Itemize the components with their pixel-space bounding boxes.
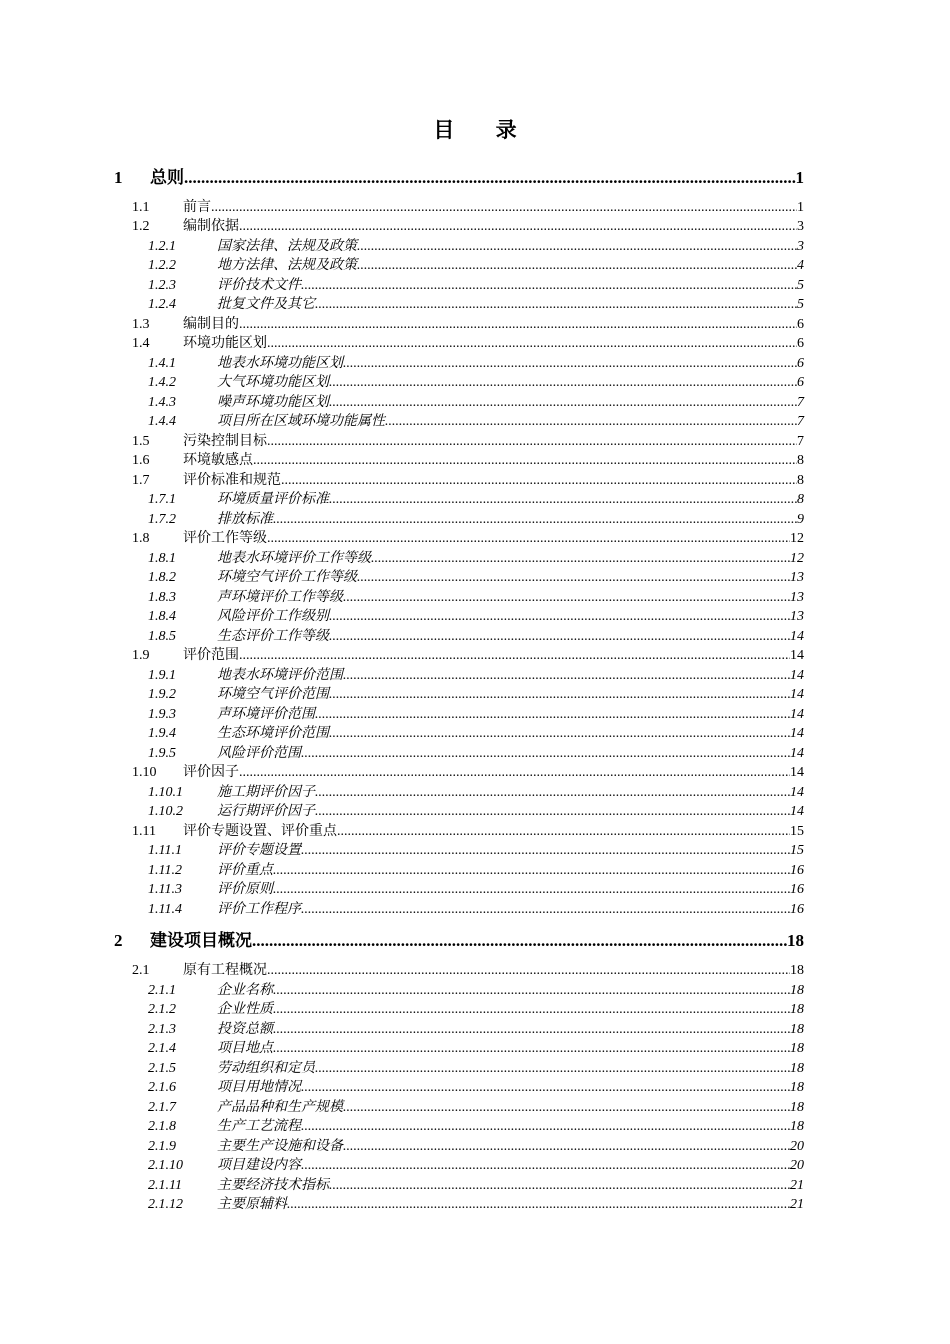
toc-entry-page-number: 8 (797, 453, 804, 468)
toc-entry-page-number: 15 (790, 824, 804, 839)
toc-entry-page-number: 20 (790, 1139, 804, 1154)
toc-entry-level-1[interactable] (114, 926, 804, 950)
toc-dot-leader (301, 746, 790, 762)
toc-entry-label: 评价专题设置、评价重点 (183, 824, 337, 839)
toc-entry-label: 项目建设内容 (217, 1158, 301, 1173)
toc-entry-label: 环境功能区划 (183, 336, 267, 351)
toc-entry-level-3[interactable] (148, 683, 804, 703)
toc-entry-level-1[interactable] (114, 163, 804, 187)
toc-entry-label: 评价工作等级 (183, 531, 267, 546)
toc-entry-number: 1 (114, 168, 123, 187)
toc-entry-level-2[interactable] (132, 527, 804, 547)
toc-dot-leader (343, 668, 790, 684)
toc-entry-number: 2.1.7 (148, 1100, 176, 1115)
toc-entry-number: 2.1.4 (148, 1041, 176, 1056)
toc-entry-level-3[interactable] (148, 1076, 804, 1096)
toc-entry-level-3[interactable] (148, 1115, 804, 1135)
toc-entry-page-number: 8 (797, 492, 804, 507)
toc-entry-label: 产品品种和生产规模 (217, 1100, 343, 1115)
toc-entry-label: 声环境评价范围 (217, 707, 315, 722)
toc-entry-page-number: 14 (790, 746, 804, 761)
toc-dot-leader (315, 804, 790, 820)
toc-entry-number: 1.7 (132, 473, 150, 488)
toc-entry-page-number: 14 (790, 648, 804, 663)
toc-entry-label: 企业性质 (217, 1002, 273, 1017)
toc-entry-number: 2.1.6 (148, 1080, 176, 1095)
page-title: 目 录 (433, 118, 535, 142)
toc-entry-label: 评价因子 (183, 765, 239, 780)
toc-entry-label: 地方法律、法规及政策 (217, 258, 357, 273)
toc-entry-level-3[interactable] (148, 898, 804, 918)
toc-entry-level-3[interactable] (148, 878, 804, 898)
toc-entry-page-number: 18 (790, 1100, 804, 1115)
toc-entry-label: 生态评价工作等级 (217, 629, 329, 644)
toc-entry-label: 项目地点 (217, 1041, 273, 1056)
toc-entry-number: 2.1.9 (148, 1139, 176, 1154)
toc-entry-label: 地表水环境功能区划 (217, 356, 343, 371)
toc-entry-page-number: 12 (790, 531, 804, 546)
toc-entry-label: 风险评价工作级别 (217, 609, 329, 624)
toc-dot-leader (329, 1178, 790, 1194)
toc-entry-level-2[interactable] (132, 469, 804, 489)
toc-entry-page-number: 20 (790, 1158, 804, 1173)
toc-entry-number: 2.1.11 (148, 1178, 182, 1193)
toc-entry-label: 环境质量评价标准 (217, 492, 329, 507)
toc-entry-page-number: 21 (790, 1197, 804, 1212)
toc-entry-page-number: 18 (790, 1002, 804, 1017)
toc-dot-leader (329, 629, 790, 645)
toc-entry-number: 1.10 (132, 765, 157, 780)
toc-entry-number: 1.3 (132, 317, 150, 332)
toc-entry-number: 1.8 (132, 531, 150, 546)
toc-entry-level-3[interactable] (148, 488, 804, 508)
toc-entry-page-number: 16 (790, 902, 804, 917)
toc-entry-number: 1.8.2 (148, 570, 176, 585)
toc-entry-number: 1.2.1 (148, 239, 176, 254)
toc-entry-label: 主要原辅料 (217, 1197, 287, 1212)
toc-entry-number: 1.9.5 (148, 746, 176, 761)
toc-entry-label: 批复文件及其它 (217, 297, 315, 312)
toc-entry-page-number: 7 (797, 414, 804, 429)
toc-dot-leader (211, 200, 797, 216)
toc-entry-level-3[interactable] (148, 1174, 804, 1194)
toc-entry-level-3[interactable] (148, 1096, 804, 1116)
toc-dot-leader (301, 843, 790, 859)
toc-entry-label: 前言 (183, 200, 211, 215)
toc-entry-label: 运行期评价因子 (217, 804, 315, 819)
toc-dot-leader (267, 434, 797, 450)
toc-entry-page-number: 18 (790, 1061, 804, 1076)
toc-entry-number: 1.2.3 (148, 278, 176, 293)
toc-entry-label: 大气环境功能区划 (217, 375, 329, 390)
toc-entry-page-number: 3 (797, 219, 804, 234)
toc-entry-number: 1.4.1 (148, 356, 176, 371)
toc-entry-page-number: 4 (797, 258, 804, 273)
toc-entry-level-3[interactable] (148, 566, 804, 586)
toc-entry-level-3[interactable] (148, 979, 804, 999)
toc-dot-leader (337, 824, 790, 840)
toc-dot-leader (252, 931, 787, 951)
toc-entry-number: 1.6 (132, 453, 150, 468)
toc-entry-label: 声环境评价工作等级 (217, 590, 343, 605)
toc-dot-leader (329, 726, 790, 742)
toc-entry-number: 2.1.1 (148, 983, 176, 998)
toc-entry-number: 1.8.1 (148, 551, 176, 566)
toc-entry-level-3[interactable] (148, 742, 804, 762)
toc-dot-leader (273, 1002, 790, 1018)
toc-entry-page-number: 5 (797, 297, 804, 312)
toc-dot-leader (267, 531, 790, 547)
toc-entry-label: 风险评价范围 (217, 746, 301, 761)
toc-entry-label: 原有工程概况 (183, 963, 267, 978)
toc-entry-level-3[interactable] (148, 625, 804, 645)
toc-entry-level-2[interactable] (132, 196, 804, 216)
toc-dot-leader (239, 765, 790, 781)
toc-entry-level-2[interactable] (132, 215, 804, 235)
toc-entry-level-3[interactable] (148, 352, 804, 372)
toc-entry-page-number: 18 (790, 1022, 804, 1037)
toc-entry-level-2[interactable] (132, 644, 804, 664)
toc-entry-page-number: 14 (790, 726, 804, 741)
toc-dot-leader (239, 648, 790, 664)
toc-entry-level-3[interactable] (148, 605, 804, 625)
toc-entry-label: 国家法律、法规及政策 (217, 239, 357, 254)
toc-entry-level-2[interactable] (132, 820, 804, 840)
toc-entry-level-3[interactable] (148, 371, 804, 391)
toc-entry-page-number: 14 (790, 785, 804, 800)
toc-entry-number: 1.7.2 (148, 512, 176, 527)
toc-dot-leader (287, 1197, 790, 1213)
toc-dot-leader (273, 882, 790, 898)
toc-entry-page-number: 14 (790, 668, 804, 683)
toc-entry-level-3[interactable] (148, 547, 804, 567)
toc-entry-number: 1.11.4 (148, 902, 182, 917)
toc-dot-leader (343, 1139, 790, 1155)
toc-entry-label: 劳动组织和定员 (217, 1061, 315, 1076)
toc-dot-leader (329, 609, 790, 625)
toc-entry-page-number: 12 (790, 551, 804, 566)
toc-entry-number: 1.4.3 (148, 395, 176, 410)
toc-entry-number: 1.9.3 (148, 707, 176, 722)
toc-entry-page-number: 8 (797, 473, 804, 488)
toc-dot-leader (273, 512, 797, 528)
toc-entry-page-number: 6 (797, 317, 804, 332)
toc-entry-level-3[interactable] (148, 410, 804, 430)
toc-entry-number: 1.4.2 (148, 375, 176, 390)
toc-entry-number: 1.2 (132, 219, 150, 234)
toc-entry-label: 投资总额 (217, 1022, 273, 1037)
toc-entry-label: 项目用地情况 (217, 1080, 301, 1095)
toc-entry-page-number: 7 (797, 434, 804, 449)
toc-dot-leader (267, 963, 790, 979)
toc-entry-level-3[interactable] (148, 859, 804, 879)
toc-entry-level-2[interactable] (132, 313, 804, 333)
toc-entry-level-3[interactable] (148, 800, 804, 820)
toc-entry-level-3[interactable] (148, 703, 804, 723)
toc-dot-leader (273, 863, 790, 879)
toc-entry-number: 1.9 (132, 648, 150, 663)
toc-dot-leader (357, 258, 797, 274)
toc-entry-level-2[interactable] (132, 959, 804, 979)
toc-entry-number: 2 (114, 931, 123, 950)
toc-entry-number: 2.1.2 (148, 1002, 176, 1017)
toc-dot-leader (343, 1100, 790, 1116)
toc-entry-page-number: 18 (790, 1080, 804, 1095)
toc-entry-level-2[interactable] (132, 761, 804, 781)
toc-entry-level-3[interactable] (148, 1154, 804, 1174)
toc-entry-page-number: 6 (797, 375, 804, 390)
toc-entry-page-number: 16 (790, 882, 804, 897)
toc-entry-page-number: 6 (797, 336, 804, 351)
toc-entry-number: 1.4.4 (148, 414, 176, 429)
toc-entry-label: 建设项目概况 (150, 931, 252, 950)
toc-dot-leader (343, 590, 790, 606)
toc-entry-level-3[interactable] (148, 998, 804, 1018)
toc-entry-number: 1.7.1 (148, 492, 176, 507)
toc-entry-level-3[interactable] (148, 1135, 804, 1155)
toc-entry-number: 1.9.4 (148, 726, 176, 741)
toc-entry-label: 项目所在区域环境功能属性 (217, 414, 385, 429)
toc-entry-number: 1.4 (132, 336, 150, 351)
toc-dot-leader (273, 1022, 790, 1038)
toc-entry-level-3[interactable] (148, 274, 804, 294)
toc-entry-label: 污染控制目标 (183, 434, 267, 449)
toc-entry-label: 生态环境评价范围 (217, 726, 329, 741)
toc-entry-label: 主要经济技术指标 (217, 1178, 329, 1193)
toc-entry-number: 1.8.3 (148, 590, 176, 605)
toc-entry-level-3[interactable] (148, 1018, 804, 1038)
toc-entry-level-3[interactable] (148, 781, 804, 801)
toc-entry-page-number: 7 (797, 395, 804, 410)
toc-entry-page-number: 16 (790, 863, 804, 878)
toc-entry-page-number: 14 (790, 804, 804, 819)
toc-entry-page-number: 18 (790, 983, 804, 998)
toc-entry-number: 1.9.2 (148, 687, 176, 702)
toc-entry-page-number: 13 (790, 609, 804, 624)
toc-dot-leader (301, 902, 790, 918)
toc-entry-label: 企业名称 (217, 983, 273, 998)
toc-dot-leader (315, 785, 790, 801)
toc-entry-page-number: 14 (790, 707, 804, 722)
toc-dot-leader (301, 1080, 790, 1096)
toc-entry-label: 评价重点 (217, 863, 273, 878)
toc-entry-label: 生产工艺流程 (217, 1119, 301, 1134)
toc-entry-page-number: 15 (790, 843, 804, 858)
toc-entry-level-3[interactable] (148, 391, 804, 411)
toc-entry-level-3[interactable] (148, 722, 804, 742)
toc-entry-level-2[interactable] (132, 449, 804, 469)
toc-entry-number: 1.8.4 (148, 609, 176, 624)
toc-entry-number: 1.11.3 (148, 882, 182, 897)
toc-entry-page-number: 5 (797, 278, 804, 293)
toc-entry-number: 1.2.4 (148, 297, 176, 312)
toc-dot-leader (239, 317, 797, 333)
toc-entry-page-number: 9 (797, 512, 804, 527)
toc-entry-page-number: 18 (790, 1119, 804, 1134)
toc-dot-leader (315, 297, 797, 313)
toc-entry-number: 1.5 (132, 434, 150, 449)
toc-entry-label: 评价技术文件 (217, 278, 301, 293)
toc-dot-leader (281, 473, 797, 489)
toc-dot-leader (267, 336, 797, 352)
toc-entry-level-2[interactable] (132, 332, 804, 352)
toc-entry-label: 评价原则 (217, 882, 273, 897)
toc-entry-level-3[interactable] (148, 293, 804, 313)
toc-entry-page-number: 18 (787, 931, 804, 950)
toc-entry-level-3[interactable] (148, 839, 804, 859)
toc-entry-label: 评价范围 (183, 648, 239, 663)
toc-entry-number: 2.1.5 (148, 1061, 176, 1076)
toc-entry-level-3[interactable] (148, 1057, 804, 1077)
toc-dot-leader (357, 239, 797, 255)
toc-dot-leader (184, 168, 796, 188)
toc-entry-page-number: 18 (790, 1041, 804, 1056)
toc-entry-number: 1.10.2 (148, 804, 183, 819)
toc-entry-page-number: 1 (795, 168, 804, 187)
toc-dot-leader (315, 707, 790, 723)
toc-entry-level-3[interactable] (148, 1193, 804, 1213)
toc-dot-leader (315, 1061, 790, 1077)
toc-dot-leader (385, 414, 797, 430)
toc-entry-label: 噪声环境功能区划 (217, 395, 329, 410)
toc-entry-label: 总则 (150, 168, 184, 187)
toc-entry-number: 2.1.12 (148, 1197, 183, 1212)
toc-entry-level-3[interactable] (148, 586, 804, 606)
toc-dot-leader (329, 492, 797, 508)
toc-entry-label: 环境空气评价工作等级 (217, 570, 357, 585)
toc-dot-leader (253, 453, 797, 469)
toc-entry-page-number: 18 (790, 963, 804, 978)
toc-entry-number: 2.1.10 (148, 1158, 183, 1173)
toc-entry-level-3[interactable] (148, 664, 804, 684)
toc-entry-page-number: 14 (790, 765, 804, 780)
toc-entry-page-number: 3 (797, 239, 804, 254)
toc-dot-leader (329, 687, 790, 703)
toc-entry-level-3[interactable] (148, 1037, 804, 1057)
toc-entry-number: 1.10.1 (148, 785, 183, 800)
toc-entry-number: 1.11.1 (148, 843, 182, 858)
toc-entry-label: 环境空气评价范围 (217, 687, 329, 702)
toc-entry-page-number: 13 (790, 570, 804, 585)
toc-entry-label: 地表水环境评价工作等级 (217, 551, 371, 566)
toc-entry-level-2[interactable] (132, 430, 804, 450)
toc-entry-level-3[interactable] (148, 508, 804, 528)
toc-entry-page-number: 6 (797, 356, 804, 371)
toc-entry-number: 1.2.2 (148, 258, 176, 273)
toc-entry-label: 编制依据 (183, 219, 239, 234)
toc-entry-label: 编制目的 (183, 317, 239, 332)
toc-entry-label: 评价专题设置 (217, 843, 301, 858)
toc-entry-label: 环境敏感点 (183, 453, 253, 468)
toc-entry-number: 1.8.5 (148, 629, 176, 644)
toc-entry-number: 2.1.3 (148, 1022, 176, 1037)
toc-entry-number: 1.1 (132, 200, 150, 215)
toc-dot-leader (239, 219, 797, 235)
toc-entry-level-3[interactable] (148, 235, 804, 255)
toc-entry-page-number: 14 (790, 687, 804, 702)
toc-entry-label: 施工期评价因子 (217, 785, 315, 800)
toc-entry-page-number: 13 (790, 590, 804, 605)
toc-entry-page-number: 21 (790, 1178, 804, 1193)
toc-dot-leader (273, 1041, 790, 1057)
toc-entry-label: 地表水环境评价范围 (217, 668, 343, 683)
toc-entry-number: 2.1.8 (148, 1119, 176, 1134)
toc-entry-page-number: 1 (797, 200, 804, 215)
toc-entry-label: 评价工作程序 (217, 902, 301, 917)
toc-entry-level-3[interactable] (148, 254, 804, 274)
toc-entry-page-number: 14 (790, 629, 804, 644)
toc-dot-leader (273, 983, 790, 999)
toc-dot-leader (301, 278, 797, 294)
toc-dot-leader (301, 1158, 790, 1174)
toc-entry-label: 主要生产设施和设备 (217, 1139, 343, 1154)
toc-entry-number: 1.11 (132, 824, 156, 839)
toc-dot-leader (301, 1119, 790, 1135)
toc-dot-leader (343, 356, 797, 372)
toc-entry-label: 排放标准 (217, 512, 273, 527)
toc-entry-label: 评价标准和规范 (183, 473, 281, 488)
toc-dot-leader (329, 395, 797, 411)
toc-entry-number: 2.1 (132, 963, 150, 978)
toc-dot-leader (329, 375, 797, 391)
toc-entry-number: 1.9.1 (148, 668, 176, 683)
toc-entry-number: 1.11.2 (148, 863, 182, 878)
toc-dot-leader (371, 551, 790, 567)
toc-dot-leader (357, 570, 790, 586)
